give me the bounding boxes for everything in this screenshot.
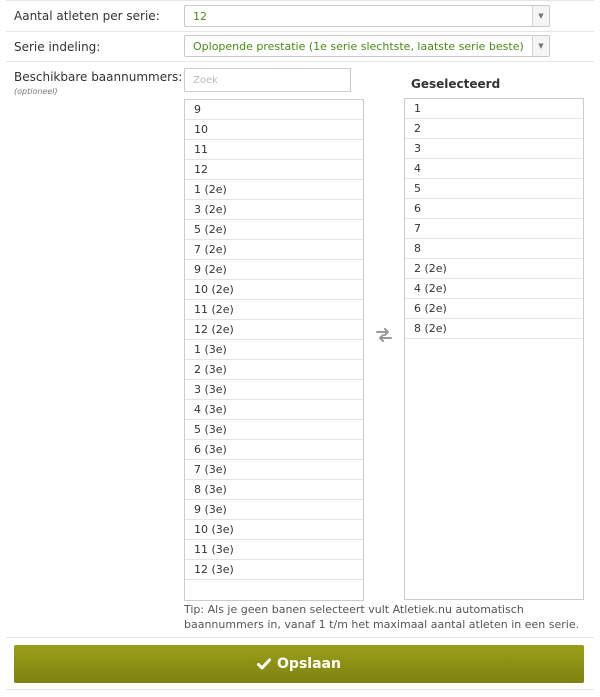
series-division-label: Serie indeling:	[14, 40, 101, 54]
list-item[interactable]: 11 (2e)	[185, 300, 363, 320]
dropdown-arrow[interactable]	[532, 36, 549, 56]
divider	[6, 637, 594, 638]
checkmark-icon	[257, 658, 271, 670]
list-item[interactable]: 11 (3e)	[185, 540, 363, 560]
list-item[interactable]: 10 (3e)	[185, 520, 363, 540]
save-button[interactable]	[14, 645, 584, 683]
series-division-select[interactable]	[184, 35, 550, 57]
save-button-label: Opslaan	[277, 656, 341, 672]
divider	[6, 689, 594, 690]
swap-arrows-icon[interactable]	[375, 328, 393, 342]
lane-search-input[interactable]	[184, 68, 351, 92]
list-item[interactable]: 8 (3e)	[185, 480, 363, 500]
list-item[interactable]: 2 (3e)	[185, 360, 363, 380]
list-item[interactable]: 6	[405, 199, 583, 219]
list-item[interactable]: 1 (2e)	[185, 180, 363, 200]
list-item[interactable]: 11	[185, 140, 363, 160]
list-item[interactable]: 3 (2e)	[185, 200, 363, 220]
list-item[interactable]: 8 (2e)	[405, 319, 583, 339]
selected-lanes-list[interactable]	[404, 98, 584, 600]
divider	[6, 61, 594, 62]
list-item[interactable]: 12 (2e)	[185, 320, 363, 340]
chevron-down-icon: ▼	[538, 42, 544, 50]
list-item[interactable]: 2 (2e)	[405, 259, 583, 279]
list-item[interactable]: 8	[405, 239, 583, 259]
list-item[interactable]: 6 (3e)	[185, 440, 363, 460]
list-item[interactable]: 5 (3e)	[185, 420, 363, 440]
list-item[interactable]: 9	[185, 100, 363, 120]
athletes-per-series-value: 12	[193, 10, 207, 23]
athletes-per-series-select[interactable]	[184, 5, 550, 27]
list-item[interactable]: 3 (3e)	[185, 380, 363, 400]
list-item[interactable]: 4	[405, 159, 583, 179]
list-item[interactable]: 10	[185, 120, 363, 140]
list-item[interactable]: 7 (2e)	[185, 240, 363, 260]
list-item[interactable]: 2	[405, 119, 583, 139]
dropdown-arrow[interactable]	[532, 6, 549, 26]
divider	[6, 31, 594, 32]
list-item[interactable]: 9 (3e)	[185, 500, 363, 520]
list-item[interactable]: 3	[405, 139, 583, 159]
available-lanes-list[interactable]	[184, 99, 364, 601]
list-item[interactable]: 12 (3e)	[185, 560, 363, 580]
list-item[interactable]: 5	[405, 179, 583, 199]
divider	[6, 0, 594, 1]
list-item[interactable]: 7	[405, 219, 583, 239]
list-item[interactable]: 10 (2e)	[185, 280, 363, 300]
optional-note: (optioneel)	[14, 87, 58, 96]
selected-header: Geselecteerd	[411, 77, 501, 91]
chevron-down-icon: ▼	[538, 12, 544, 20]
list-item[interactable]: 5 (2e)	[185, 220, 363, 240]
series-division-value: Oplopende prestatie (1e serie slechtste, laatste serie beste)	[193, 40, 524, 53]
list-item[interactable]: 12	[185, 160, 363, 180]
list-item[interactable]: 4 (2e)	[405, 279, 583, 299]
list-item[interactable]: 6 (2e)	[405, 299, 583, 319]
athletes-per-series-label: Aantal atleten per serie:	[14, 9, 160, 23]
list-item[interactable]: 9 (2e)	[185, 260, 363, 280]
list-item[interactable]: 7 (3e)	[185, 460, 363, 480]
lanes-label: Beschikbare baannummers:	[14, 70, 183, 84]
tip-text: Tip: Als je geen banen selecteert vult Atletiek.nu automatisch baannummers in, vanaf 1 t/m het maximaal aantal atleten in een serie.	[184, 603, 580, 631]
list-item[interactable]: 4 (3e)	[185, 400, 363, 420]
list-item[interactable]: 1 (3e)	[185, 340, 363, 360]
list-item[interactable]: 1	[405, 99, 583, 119]
